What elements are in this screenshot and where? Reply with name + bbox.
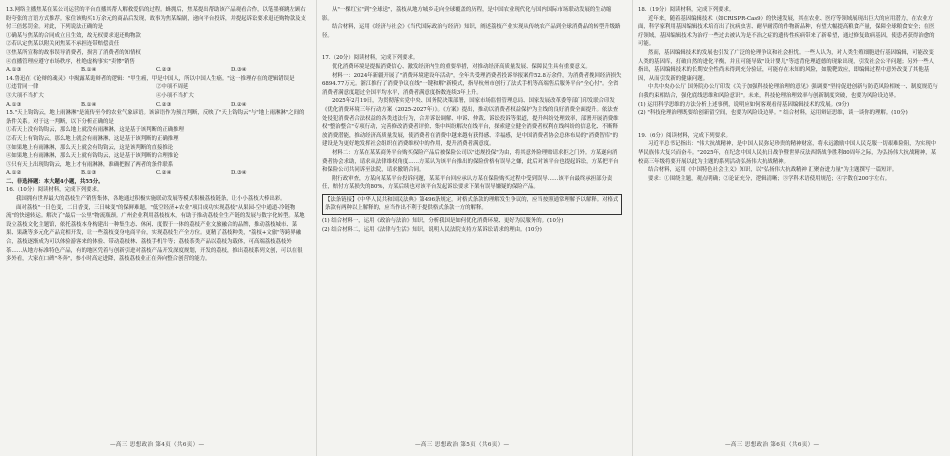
q13-option: ③焦某所宣称的故事误导消费者，损害了消费者的知情权 xyxy=(6,49,141,56)
page-divider xyxy=(316,0,317,456)
q13-stem: 13.网络主播焦某在某公司运营的平台直播其帮人解救爱侣的过程。蜂拥后，焦某提出帮助该产品观看合作，以笔墨赛跳左顾右盼夸张的言语方式推荐。家住该购买1万余元的商品后发现，故事为焦某编剧，递向平台投诉，并提起诉讼要求退还购物款及支付三倍惩罚金。对此，下列说法正确的是 xyxy=(6,7,306,31)
choice-b: B.①③ xyxy=(81,170,97,177)
q17-heading: 17.（20分）阅读材料，完成下列要求。 xyxy=(322,55,419,62)
page-footer: —高三 思想政治 第6页（共6页）— xyxy=(725,442,820,448)
q17-requirement: (1) 结合材料一，运用《政治与法治》知识，分析我国是如何优化消费环境、更好为民服务的。(10分) xyxy=(322,218,564,225)
q14-choices xyxy=(6,101,306,110)
q15-choices xyxy=(6,169,306,178)
section-heading: 二、非选择题：本大题4小题，共55分。 xyxy=(6,178,104,185)
q14-option: ④小项不当扩大 xyxy=(156,92,194,99)
q15-option: ⑤只有天上出现钩钩云，地上才有雨淋淋，准确把握了两者的条件联系 xyxy=(6,161,174,168)
q15-stem: 15."天上钩钩云，地上雨淋淋"是流传至今的农业气象谚语。该谚语作为预言判断，反映了"天上钩钩云"与"地上雨淋淋"之间的条件关系。对于这一判断，以下分析正确的是 xyxy=(6,110,305,125)
q16-paragraph: 我国拥有世界最大的荔枝生产销售集体，各地通过积极实施联动发展等模式积极荔枝链条，让小小荔枝大棒出彩。 xyxy=(16,196,286,203)
law-link-text: 【法条链接】《中华人民共和国民法典》第496条规定，对格式条款的理解发生争议的，应当按照通常理解予以解释。对格式条款有两种以上解释的，应当作出不利于提供格式条款一方的解释。 xyxy=(325,196,619,212)
q17-paragraph: 材料二：方某在某某商务平台购买保险产品后被保险公司以"违规投保"为由，将其意外险理赔请求拒之门外。方某遂向消费者协会求助，请求从法律维权角度……方某认为该平台推出的保险价格有误导之嫌，此后对该平台也提起诉讼，方某把平台和保险公司共同诉至法院，请求撤销合同。 xyxy=(322,149,619,174)
q18-heading: 18.（19分）阅读材料，完成下列要求。 xyxy=(638,7,735,13)
q17-paragraph: 材料一：2024年新疆开展了"消费环境建设年活动"，全年共受理消费者投诉举报案件52.8万余件，为消费者挽回经济损失6894.77万元。浙江推行了消费争议在线"一键和解"新模式，指导杭州市创行了法式手机等高端售后服务平台"全心付"。全省消费者满意度超过全国平均水平，消费者满意度指数连续3年上升。 xyxy=(322,72,622,96)
choice-a: A.①③ xyxy=(6,67,22,74)
q17-requirement: (2) 结合材料二，运用《法律与生活》知识，说明人民法院支持方某诉讼请求的理由。(10分) xyxy=(322,226,542,233)
choice-d: D.③④ xyxy=(231,170,247,177)
q15-option: ①若天上没有钩钩云，那么地上就没有雨淋淋，这是基于该判断的正确推理 xyxy=(6,127,184,134)
choice-c: C.②④ xyxy=(156,170,172,177)
q17-paragraph: 2025年2月19日，为贯彻落实党中央、国务院决策部署，国家市场监督管理总局、国家发展改革委等部门印发联合印发《优化消费环境三年行动方案（2025-2027年）》。《方案》提出，推动以消费者权益保护为主线的良好消费全面提升。依法查处侵犯消费者合法权益的各类违法行为，合并诉讼调解、申诉、仲裁、诉讼投诉等渠道，提升纠纷处理效率，部署开展消费维权"整治整合"专项行动，完善修改消费者评价、集中纠纷解决在线平台，探索建立健全消费者权利在线纠纷的信息化、不断释放消费潜能，推动经济高质量发展，使消费者在消费中越来越有获得感、幸福感，是中国消费者协会总体布局的"消费智库"的建设是为更好地发挥社会组织在消费维权中的作用，提升消费者满意度。 xyxy=(322,98,619,148)
q13-option: ②若认定焦某以附关闭焦某不承担连带赔偿责任 xyxy=(6,41,120,48)
choice-b: B.①④ xyxy=(81,67,97,74)
choice-c: C.②③ xyxy=(156,101,172,108)
q15-option: ③如果地上有雨淋淋，那么天上就会有钩钩云，这是该判断的直接推论 xyxy=(6,144,174,151)
choice-d: D.②④ xyxy=(231,101,247,108)
q19-paragraph: 习近平总书记指出："伟大抗战精神，是中国人民弥足珍贵的精神财富，将永远激励中国人民克服一切艰难险阻，为实现中华民族伟大复兴而奋斗。"2025年，在纪念中国人民抗日战争暨世界反法西斯战争胜利80周年之际，为弘扬伟大抗战精神，某校高三年级将要开展以此为主题的系列活动弘扬伟大抗战精神。 xyxy=(638,141,937,165)
q13-option: ④直播管理应遵守市场秩序，杜绝虚构事实"卖惨"销售 xyxy=(6,58,135,65)
q18-requirement: (2) "科技伦理治理既要给创新留空间，也要为风险设边界。" 结合材料，运用辩证思维，谈一谈你的理解。(10分) xyxy=(638,110,908,117)
q19-paragraph: 结合材料，运用《中国特色社会主义》知识，以"弘扬伟大抗战精神 汇聚奋进力量"为主题撰写一篇短评。 xyxy=(648,167,898,174)
q17-paragraph: 附行政审查，方某向某某平台投诉问题，某某平台回应承认方某在保险购买过程中受到误导……该平台最终承担部分责任，赔付方某损失的80%，方某后续也对该平台发起诉讼要求下架有误导嫌疑的保险产品。 xyxy=(322,175,613,191)
q14-option: ②中项不周延 xyxy=(156,84,189,91)
page-footer: —高三 思想政治 第4页（共6页）— xyxy=(110,442,205,448)
q18-requirement: (1) 运用科学思维的方法分析上述事例，说明应如何客观看待基因编辑技术的发展。(9分) xyxy=(638,101,850,108)
choice-b: B.①④ xyxy=(81,101,97,108)
page-4-column xyxy=(6,6,306,436)
q15-option: ④如果地上有雨淋淋，那么天上就有钩钩云，这是基于该判断的合理推论 xyxy=(6,153,179,160)
q18-paragraph: 中共中央办公厅 国务院办公厅印发《关于加强科技伦理治理的意见》强调要"坚持促进创新与防范风险相统一、制度规范与自我约束相结合，强化底线思维和风险意识"。未来，科技伦理治理效率与创新制度突破，也要为风险设边界。 xyxy=(638,84,938,99)
q14-option: ③大项不当扩大 xyxy=(6,92,44,99)
law-link-box xyxy=(322,194,622,215)
q19-heading: 19.（6分）阅读材料，完成下列要求。 xyxy=(638,132,731,139)
q13-choices xyxy=(6,66,306,75)
q17-paragraph: 优化消费环境是提振消费信心、激发经济内生的重要举措，对推动经济高质量发展、保障民生具有重要意义。 xyxy=(332,63,591,70)
q18-paragraph: 近年来，随着基因编辑技术（如CRISPR-Cas9）的快速发展，其在农业、医疗等领域展现出巨大的应用潜力，在农业方面，科学家利用基因编辑技术培育出了抗病虫害、耐旱耐涝的作物新品种，有望大幅提高粮食产量，保障全球粮食安全；在医疗领域，基因编辑技术为治疗一些过去被认为是不治之症的遗传性疾病带来了新希望，通过修复致病基因，使患者获得治愈的可能。 xyxy=(638,15,935,48)
choice-a: A.①③ xyxy=(6,101,22,108)
q14-option: ①违背同一律 xyxy=(6,84,39,91)
q18-paragraph: 然而，基因编辑技术的发展也引发了广泛的伦理争议和社会担忧。一些人认为，对人类生殖细胞进行基因编辑，可能改变人类的基因库，打破自然的进化平衡，并且可能导致"设计婴儿"等违背伦理道德的现象出现，引发社会公平问题；另外一些人指出，基因编辑技术的长期安全性尚未得到充分验证，可能存在未知的风险，如脱靶效应，即编辑过程中意外改变了其他基因，从而引发新的健康问题。 xyxy=(638,49,935,82)
q19-requirement: 要求：①围绕主题，观点明确；②论证充分，逻辑清晰；③学科术语使用规范；④字数在200字左右。 xyxy=(648,175,891,182)
page-5-column xyxy=(322,6,622,436)
page-6-column xyxy=(638,6,938,436)
q14-options-row xyxy=(6,83,306,92)
choice-d: D.③④ xyxy=(231,67,247,74)
q16-paragraph: 面对荔枝"一日色变，二日香变，三日味变"的保鲜难题，"低空经济+农业"项目成功实现荔枝"从果园-空中通道-冷链物流"的快速转运。解决了"最后一公里"物流瓶颈。广州企业利用荔枝枝木，有助于推动荔枝全生产链的发展与数字化转型。某地设立荔枝文化主题馆，依托荔枝本身构建出一种集生态、休闲、度假于一体的荔枝产业文旅融合的品牌，推动荔枝城市、菜果、果蔬等多元化产品竞相开发，让一些荔枝变身电商平台，实现荔枝生产全方位。更精了荔枝种类，"荔枝+文旅"等跨界融合，荔枝逐渐成为可以体验游客来的体验、带动荔枝林、荔枝手机牛等；荔枝茶类产品以荔枝为载体，可高端荔枝荔枝外茶……从地方标准特色产品，有的地区凭着与创新引进对荔枝产品开发深度规划，开发的荔枝，推出荔枝系列文创，可以在很多外看，大家在口碑"冬奔"，参小时高定进降，荔枝荔枝业正在奔向整合创营的能力。 xyxy=(6,204,305,263)
page-divider xyxy=(632,0,633,456)
choice-c: C.②③ xyxy=(156,67,172,74)
page-footer: —高三 思想政治 第5页（共6页）— xyxy=(415,442,510,448)
choice-a: A.①② xyxy=(6,170,22,177)
q16-requirement: 结合材料，运用《经济与社会》《当代国际政治与经济》知识，阐述荔枝产业实现从传统农产品到全球消费品的转型升级路径。 xyxy=(322,24,621,39)
q14-stem: 14.鲁迅在《论辩的魂灵》中揭露某诡辩者的逻辑："甲生癌，甲是中国人，所以中国人生癌。"这一推理存在的逻辑错误是 xyxy=(6,75,295,82)
q15-option: ②若天上有钩钩云，那么地上就会有雨淋淋，这是基于该判断的正确推理 xyxy=(6,135,179,142)
q14-options-row xyxy=(6,92,306,101)
q13-option: ①确某与焦某的合同成立且生效，故无权要求退还购物款 xyxy=(6,32,141,39)
q16-heading: 16.（10分）阅读材料，完成下列要求。 xyxy=(6,187,103,194)
q16-paragraph: 从"一棵红宝"到"全球送"，荔枝从地方城乡走向全球覆盖的历程，是中国农业现代化与国内国际市场联动发展的生动缩影。 xyxy=(322,7,612,22)
